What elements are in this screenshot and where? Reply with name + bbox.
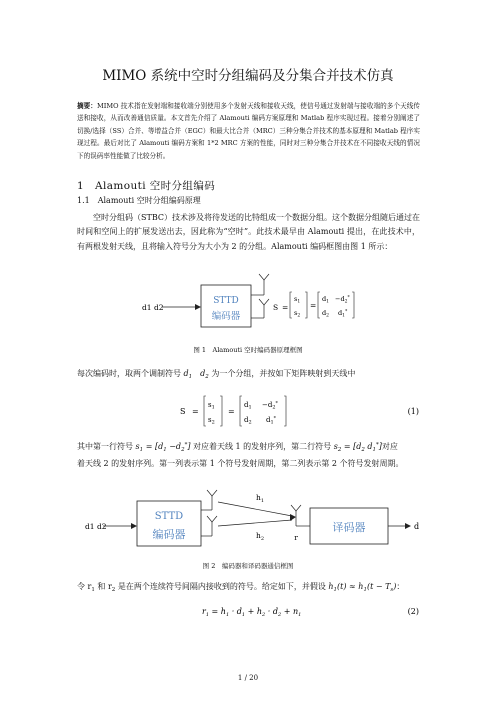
text5-part2: 和 r	[97, 582, 112, 591]
equation-2	[0, 600, 496, 622]
text3-part2: 对应着天线 1 的发射序列，第二行符号	[192, 442, 332, 451]
svg-text:d1*: $d_1^*$	[266, 415, 277, 426]
page-title: MIMO 系统中空时分组编码及分集合并技术仿真	[102, 68, 394, 84]
antenna-1-icon	[259, 274, 269, 280]
text-column-meaning: 着天线 2 的发射序列。第一列表示第 1 个符号发射周期，第二列表示第 2 个符号发射周期。	[77, 459, 404, 468]
rx-antenna-icon	[291, 505, 301, 511]
text-row-meaning: 其中第一行符号 $s_1 = [d_1 -d_2^*]$ 对应着天线 1 的发射序列，第二行符号 $s_2 = [d_2$ $d_1^*$]对应	[77, 442, 398, 453]
svg-text:S: S	[180, 407, 186, 416]
matrix-eq: =	[282, 303, 289, 312]
fig1-box-line2: 编码器	[211, 311, 241, 322]
text-encoding-desc: 每次编码时，取两个调制符号 $d_1$ $d_2$ 为一个分组，并按如下矩阵映射到天线中	[77, 369, 356, 380]
svg-text:−d2*: $-d_2^*$	[262, 400, 279, 411]
svg-text:d2: $d_2$	[322, 309, 330, 319]
svg-text:r1 = h1 · d1 + h2 · d2 + n1: $r_1 = h_1 \cdot d_1 + h_2 \cdot d_2 + n_1$	[202, 607, 302, 618]
paragraph-stbc: 空时分组码（STBC）技术涉及将待发送的比特组成一个数据分组。这个数据分组随后通过在时间和空间上的扩展发送出去，因此称为“空时”。此技术最早由 Alamouti 提出，在此技术中，有两根发射天线，且将输入符号分为大小为 2 的分组。Alamouti 编码框图由图 1 所示：	[77, 213, 420, 251]
channel-h1	[218, 502, 292, 516]
fig2-box1-line2: 编码器	[152, 528, 186, 541]
fig1-box-line1: STTD	[213, 296, 239, 306]
tx-antenna-2-icon	[207, 516, 217, 522]
text5-part3: 是在两个连续符号间隔内接收到的符号。给定如下，并假设	[117, 582, 326, 591]
abstract	[77, 100, 420, 162]
equation-1	[0, 390, 496, 432]
svg-text:d2: $d_2$	[244, 416, 252, 426]
matrix-S: S	[273, 303, 279, 312]
fig1-caption-num: 图 1	[193, 346, 207, 354]
fig2-decoder-label: 译码器	[332, 521, 366, 534]
section-heading-1-1: 1.1 Alamouti 空时分组编码原理	[77, 196, 201, 205]
text2-part2: 为一个分组，并按如下矩阵映射到天线中	[211, 369, 356, 378]
figure-2-caption: 图 2 编码器和译码器通信框图	[202, 562, 294, 570]
channel-h2	[218, 520, 292, 526]
svg-text:d1: $d_1$	[244, 401, 252, 411]
abstract-label: 摘要：	[77, 102, 97, 110]
text5-part1: 令 r	[77, 582, 92, 591]
tx-antenna-1-icon	[207, 490, 217, 496]
text-received-symbols: 令 $r_1$ 和 $r_2$ 是在两个连续符号间隔内接收到的符号。给定如下，并假设 $h_1(t) \approx h_1(t - T_s)$：	[77, 582, 405, 593]
fig2-h1-label: $h_1$	[256, 493, 265, 504]
figure-1-caption	[0, 345, 496, 354]
svg-text:s2: $s_2$	[294, 309, 301, 319]
page-number: 1 / 20	[237, 674, 259, 682]
fig1-input-label: d1 d2	[142, 303, 164, 312]
eq1-number: (1)	[407, 407, 419, 416]
fig2-output-label: d	[414, 522, 420, 531]
fig1-matrix	[273, 292, 354, 319]
svg-text:=: =	[228, 407, 235, 416]
fig1-caption-text: Alamouti 空时编码器原理框图	[212, 346, 303, 354]
svg-text:d1*: $d_1^*$	[338, 309, 348, 319]
fig2-input-label: d1 d2	[85, 522, 107, 531]
eq2-number: (2)	[407, 607, 419, 616]
fig2-box1-line1: STTD	[154, 511, 184, 522]
section-heading-1: 1 Alamouti 空时分组编码	[77, 180, 216, 192]
text3-part3: 对应	[381, 442, 398, 451]
figure-1-diagram	[0, 270, 496, 340]
fig2-h2-label: $h_2$	[256, 531, 265, 542]
svg-text:s1: $s_1$	[294, 295, 301, 305]
svg-text:s2: $s_2$	[208, 416, 215, 426]
svg-text:=: =	[192, 407, 199, 416]
svg-text:=: =	[310, 301, 317, 310]
text2-part1: 每次编码时，取两个调制符号	[77, 369, 181, 378]
antenna-2-icon	[259, 299, 269, 305]
abstract-text: MIMO 技术指在发射端和接收端分别使用多个发射天线和接收天线，使信号通过发射端与接收端的多个天线传送和接收，从而改善通信质量。本文首先介绍了 Alamouti 编码方案原理和 Matlab 程序实现过程。接着分别阐述了切换/选择（SS）合并、等增益合并（EGC）和最大比合并（MRC）三种分集合并技术的基本原理和 Matlab 程序实现过程。最后对比了 Alamouti 编码方案和 1*2 MRC 方案的性能，同时对三种分集合并技术在不同接收天线的情况下的误码率性能做了比较分析。	[77, 102, 421, 160]
fig1-arrowhead	[195, 304, 201, 310]
svg-text:s1: $s_1$	[208, 401, 215, 411]
fig2-r-label: r	[294, 533, 298, 542]
fig2-arrowhead-1	[131, 523, 137, 529]
svg-text:d1: $d_1$	[322, 295, 330, 305]
figure-2-diagram	[0, 478, 496, 558]
text3-part1: 其中第一行符号	[77, 442, 133, 451]
svg-text:−d2*: $-d_2^*$	[335, 295, 350, 305]
